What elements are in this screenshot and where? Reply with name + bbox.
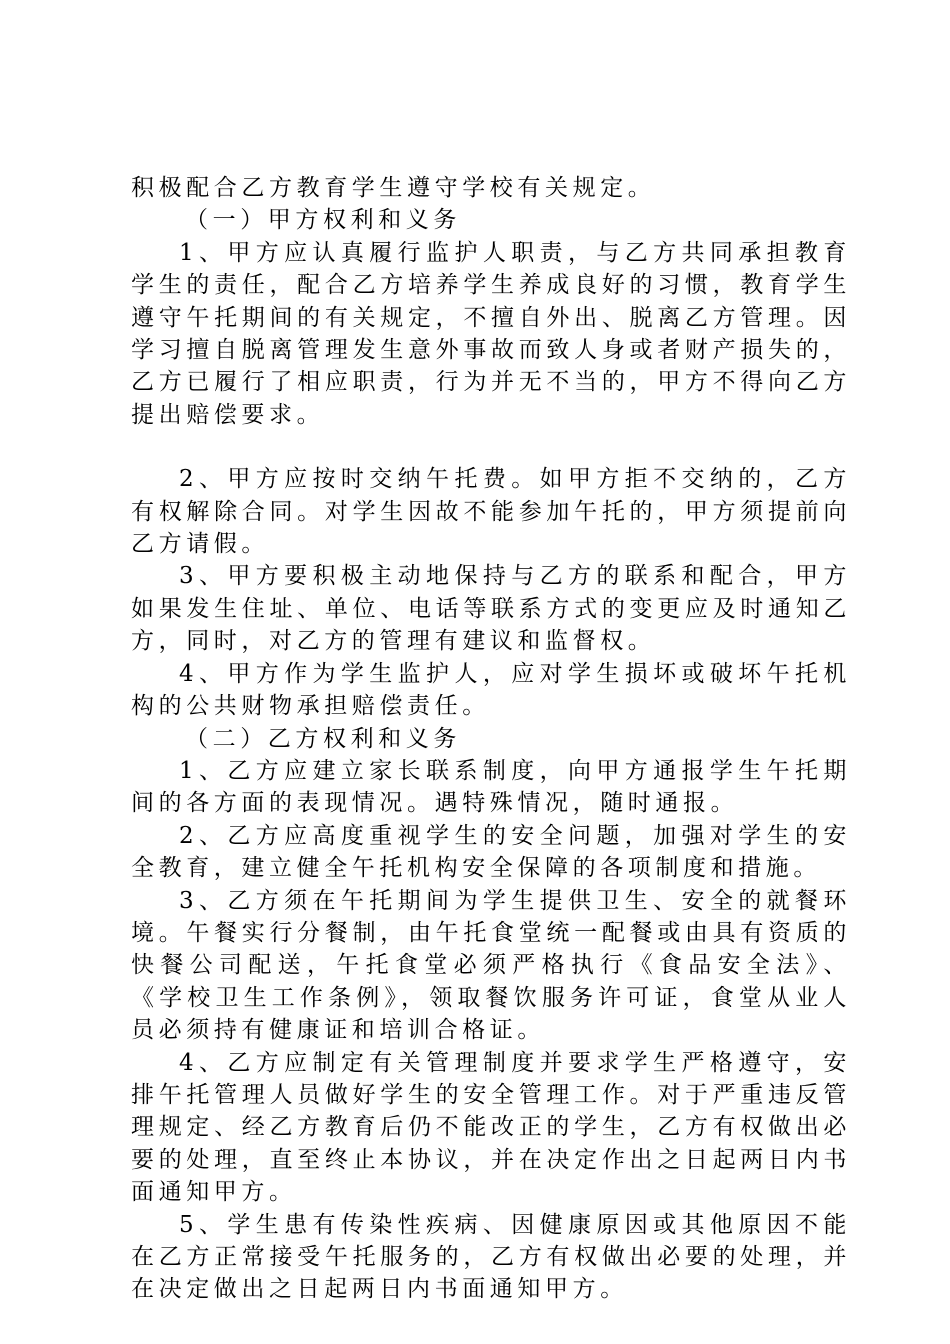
- party-b-clause-5: 5、学生患有传染性疾病、因健康原因或其他原因不能在乙方正常接受午托服务的，乙方有权做出必要的处理，并在决定做出之日起两日内书面通知甲方。: [131, 1211, 851, 1303]
- party-b-clause-3: 3、乙方须在午托期间为学生提供卫生、安全的就餐环境。午餐实行分餐制，由午托食堂统一配餐或由具有资质的快餐公司配送，午托食堂必须严格执行《食品安全法》、《学校卫生工作条例》，领取餐饮服务许可证，食堂从业人员必须持有健康证和培训合格证。: [131, 887, 851, 1044]
- party-a-clause-4: 4、甲方作为学生监护人，应对学生损坏或破坏午托机构的公共财物承担赔偿责任。: [131, 660, 851, 720]
- party-b-clause-4: 4、乙方应制定有关管理制度并要求学生严格遵守，安排午托管理人员做好学生的安全管理工作。对于严重违反管理规定、经乙方教育后仍不能改正的学生，乙方有权做出必要的处理，直至终止本协议，并在决定作出之日起两日内书面通知甲方。: [131, 1049, 851, 1206]
- party-a-clause-3: 3、甲方要积极主动地保持与乙方的联系和配合，甲方如果发生住址、单位、电话等联系方式的变更应及时通知乙方，同时，对乙方的管理有建议和监督权。: [131, 563, 851, 655]
- section-heading-party-a: （一）甲方权利和义务: [185, 207, 461, 234]
- party-b-clause-1: 1、乙方应建立家长联系制度，向甲方通报学生午托期间的各方面的表现情况。遇特殊情况，随时通报。: [131, 757, 851, 817]
- party-b-clause-2: 2、乙方应高度重视学生的安全问题，加强对学生的安全教育，建立健全午托机构安全保障的各项制度和措施。: [131, 822, 851, 882]
- paragraph-continuation: 积极配合乙方教育学生遵守学校有关规定。: [131, 175, 656, 201]
- party-a-clause-1: 1、甲方应认真履行监护人职责，与乙方共同承担教育学生的责任，配合乙方培养学生养成良好的习惯，教育学生遵守午托期间的有关规定，不擅自外出、脱离乙方管理。因学习擅自脱离管理发生意外事故而致人身或者财产损失的，乙方已履行了相应职责，行为并无不当的，甲方不得向乙方提出赔偿要求。: [131, 239, 851, 428]
- document-body: [131, 172, 851, 1306]
- party-a-clause-2: 2、甲方应按时交纳午托费。如甲方拒不交纳的，乙方有权解除合同。对学生因故不能参加午托的，甲方须提前向乙方请假。: [131, 466, 851, 558]
- section-heading-party-b: （二）乙方权利和义务: [185, 725, 461, 752]
